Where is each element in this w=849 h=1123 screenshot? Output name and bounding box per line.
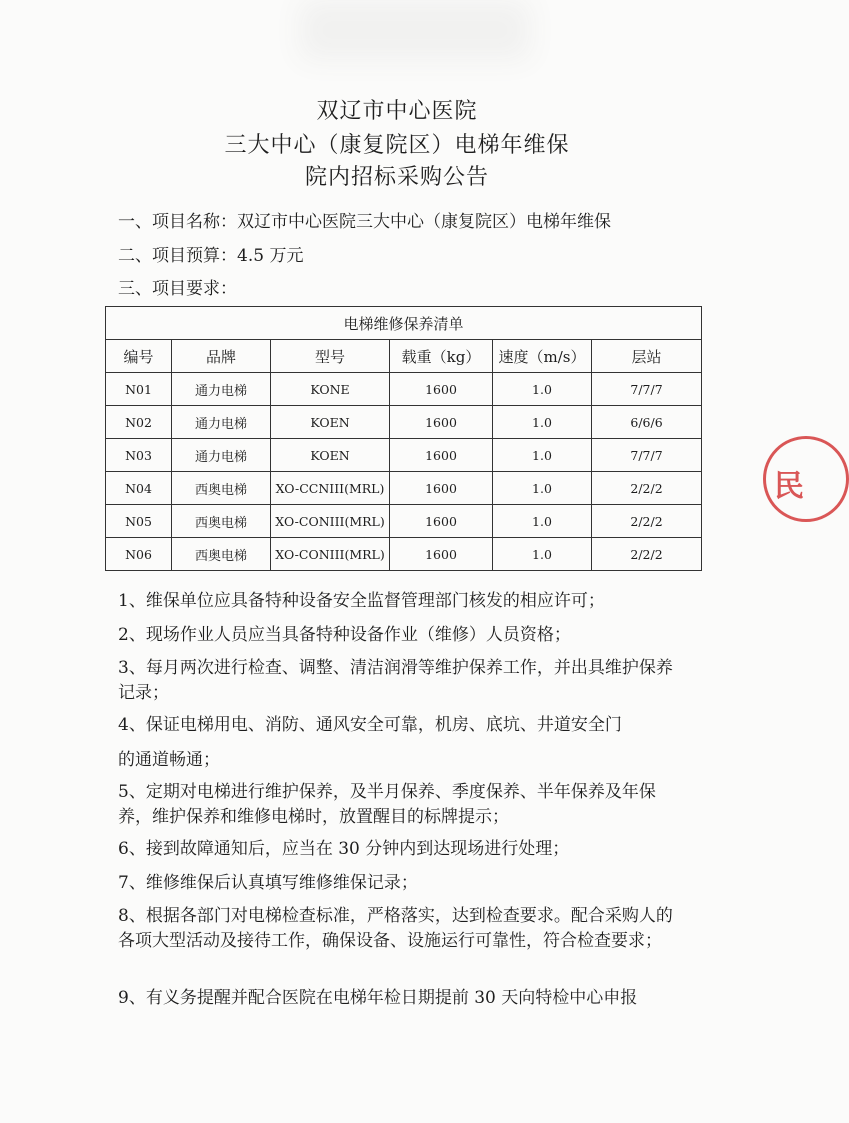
requirement-8: 8、根据各部门对电梯检查标准，严格落实，达到检查要求。配合采购人的各项大型活动及接待工作，确保设备、设施运行可靠性，符合检查要求； bbox=[118, 906, 673, 951]
header-cell: 载重（kg） bbox=[390, 340, 493, 373]
cell-speed: 1.0 bbox=[493, 538, 592, 571]
cell-speed: 1.0 bbox=[493, 439, 592, 472]
cell-floors: 2/2/2 bbox=[592, 538, 702, 571]
requirement-7: 7、维修维保后认真填写维修维保记录； bbox=[118, 873, 418, 893]
cell-floors: 7/7/7 bbox=[592, 373, 702, 406]
requirement-9: 9、有义务提醒并配合医院在电梯年检日期提前 30 天向特检中心申报 bbox=[118, 988, 638, 1008]
header-cell: 型号 bbox=[271, 340, 390, 373]
cell-floors: 7/7/7 bbox=[592, 439, 702, 472]
cell-load: 1600 bbox=[390, 373, 493, 406]
cell-speed: 1.0 bbox=[493, 373, 592, 406]
table-header-row bbox=[106, 340, 702, 373]
table-row bbox=[106, 439, 702, 472]
cell-id: N05 bbox=[106, 505, 172, 538]
cell-model: XO-CONIII(MRL) bbox=[271, 538, 390, 571]
header-cell: 品牌 bbox=[172, 340, 271, 373]
official-seal bbox=[763, 436, 849, 522]
requirement-6: 6、接到故障通知后，应当在 30 分钟内到达现场进行处理； bbox=[118, 839, 570, 859]
cell-speed: 1.0 bbox=[493, 505, 592, 538]
cell-brand: 通力电梯 bbox=[172, 373, 271, 406]
cell-floors: 2/2/2 bbox=[592, 472, 702, 505]
seal-character: 民 bbox=[774, 469, 804, 504]
cell-id: N01 bbox=[106, 373, 172, 406]
cell-brand: 西奥电梯 bbox=[172, 472, 271, 505]
header-cell: 层站 bbox=[592, 340, 702, 373]
cell-load: 1600 bbox=[390, 406, 493, 439]
elevator-maintenance-table bbox=[105, 306, 702, 571]
cell-brand: 西奥电梯 bbox=[172, 505, 271, 538]
requirement-3: 3、每月两次进行检查、调整、清洁润滑等维护保养工作，并出具维护保养记录； bbox=[118, 658, 673, 703]
requirement-2: 2、现场作业人员应当具备特种设备作业（维修）人员资格； bbox=[118, 625, 571, 645]
scan-smudge bbox=[300, 0, 530, 60]
cell-load: 1600 bbox=[390, 439, 493, 472]
cell-brand: 通力电梯 bbox=[172, 439, 271, 472]
cell-model: KOEN bbox=[271, 406, 390, 439]
cell-brand: 西奥电梯 bbox=[172, 538, 271, 571]
table-row bbox=[106, 406, 702, 439]
requirement-1: 1、维保单位应具备特种设备安全监督管理部门核发的相应许可； bbox=[118, 591, 605, 611]
cell-model: XO-CCNIII(MRL) bbox=[271, 472, 390, 505]
cell-speed: 1.0 bbox=[493, 406, 592, 439]
requirement-4: 4、保证电梯用电、消防、通风安全可靠，机房、底坑、井道安全门 bbox=[118, 715, 622, 735]
cell-speed: 1.0 bbox=[493, 472, 592, 505]
cell-floors: 6/6/6 bbox=[592, 406, 702, 439]
cell-id: N03 bbox=[106, 439, 172, 472]
cell-brand: 通力电梯 bbox=[172, 406, 271, 439]
cell-model: XO-CONIII(MRL) bbox=[271, 505, 390, 538]
cell-id: N06 bbox=[106, 538, 172, 571]
table-row bbox=[106, 373, 702, 406]
cell-model: KONE bbox=[271, 373, 390, 406]
project-budget: 二、项目预算：4.5 万元 bbox=[118, 246, 304, 266]
header-cell: 编号 bbox=[106, 340, 172, 373]
table-row bbox=[106, 538, 702, 571]
cell-floors: 2/2/2 bbox=[592, 505, 702, 538]
table-row bbox=[106, 472, 702, 505]
cell-model: KOEN bbox=[271, 439, 390, 472]
cell-id: N02 bbox=[106, 406, 172, 439]
doc-title-hospital: 双辽市中心医院 bbox=[316, 99, 478, 124]
requirement-4-continued: 的通道畅通； bbox=[118, 750, 220, 770]
table-row bbox=[106, 505, 702, 538]
table-caption: 电梯维修保养清单 bbox=[106, 307, 702, 340]
requirement-5: 5、定期对电梯进行维护保养，及半月保养、季度保养、半年保养及年保养，维护保养和维修电梯时，放置醒目的标牌提示； bbox=[118, 782, 656, 827]
header-cell: 速度（m/s） bbox=[493, 340, 592, 373]
requirements-heading: 三、项目要求： bbox=[118, 279, 237, 299]
cell-load: 1600 bbox=[390, 472, 493, 505]
doc-title-notice: 院内招标采购公告 bbox=[304, 165, 489, 190]
cell-load: 1600 bbox=[390, 505, 493, 538]
project-name: 一、项目名称：双辽市中心医院三大中心（康复院区）电梯年维保 bbox=[118, 212, 611, 232]
cell-load: 1600 bbox=[390, 538, 493, 571]
doc-title-project: 三大中心（康复院区）电梯年维保 bbox=[224, 133, 570, 158]
cell-id: N04 bbox=[106, 472, 172, 505]
